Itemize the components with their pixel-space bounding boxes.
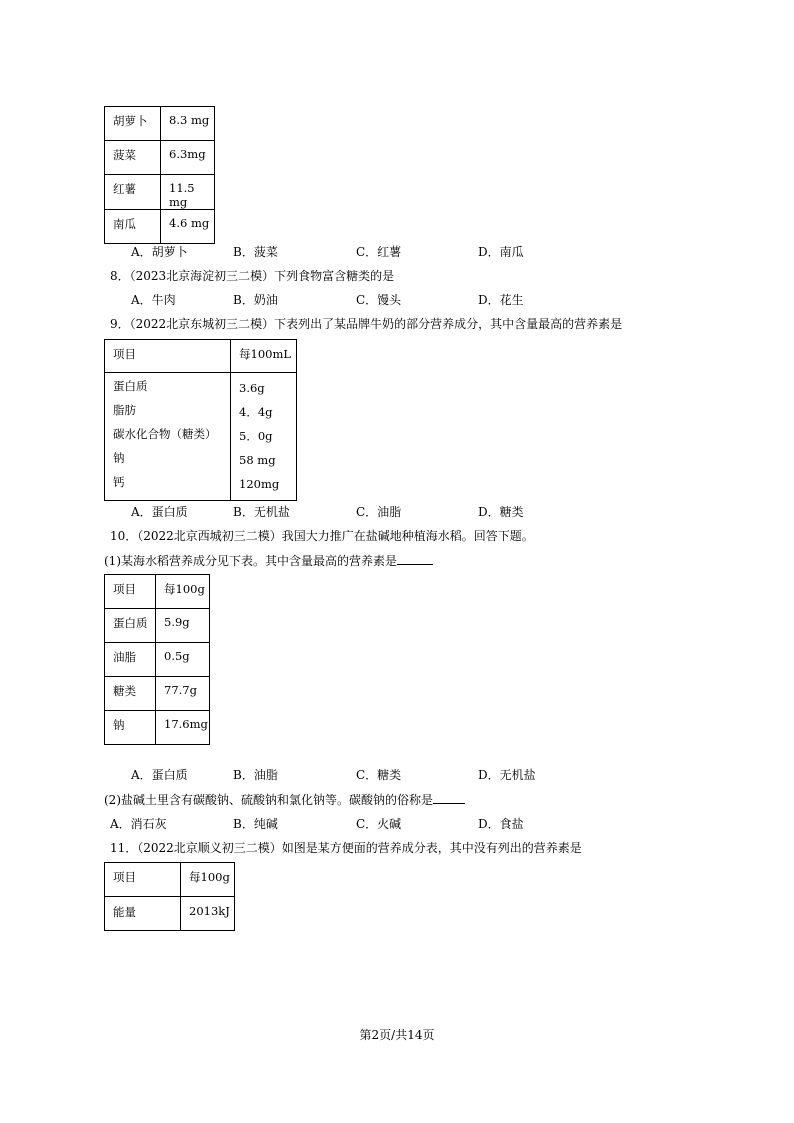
table-header-per: 每100g (156, 575, 210, 609)
option-c: C．红薯 (356, 245, 402, 259)
table-header-item: 项目 (105, 863, 181, 897)
option-a: A．蛋白质 (131, 505, 188, 519)
table-cell-value: 17.6mg (156, 711, 210, 745)
table-cell-value: 77.7g (156, 677, 210, 711)
option-c: C．糖类 (356, 768, 402, 782)
table-cell-value: 11.5 mg (161, 175, 215, 210)
rice-nutrition-table (104, 574, 210, 745)
table-cell-name: 菠菜 (105, 141, 161, 175)
nutrient-value: 58 mg (239, 453, 276, 467)
nutrient-value: 120mg (239, 477, 280, 491)
option-c: C．油脂 (356, 505, 402, 519)
table-cell-value: 8.3 mg (161, 107, 215, 141)
page-number: 第2页/共14页 (359, 1028, 435, 1042)
question-10-sub1 (104, 552, 433, 569)
question-10-sub2-text: (2)盐碱土里含有碳酸钠、硫酸钠和氯化钠等。碳酸钠的俗称是 (104, 793, 434, 807)
table-cell-name: 油脂 (105, 643, 156, 677)
nutrient-value: 3.6g (239, 381, 265, 395)
table-cell-name: 南瓜 (105, 210, 161, 244)
option-d: D．糖类 (478, 505, 524, 519)
option-b: B．菠菜 (233, 245, 278, 259)
option-b: B．纯碱 (233, 817, 278, 831)
nutrient-values-cell (231, 373, 297, 501)
table-cell-name: 钠 (105, 711, 156, 745)
question-10-sub1-text: (1)某海水稻营养成分见下表。其中含量最高的营养素是 (104, 554, 398, 568)
nutrient-value: 4．4g (239, 405, 273, 419)
table-header-item: 项目 (105, 340, 231, 373)
option-d: D．食盐 (478, 817, 524, 831)
table-cell-value: 4.6 mg (161, 210, 215, 244)
table-cell-name: 红薯 (105, 175, 161, 210)
table-cell-value: 5.9g (156, 609, 210, 643)
table-cell-name: 糖类 (105, 677, 156, 711)
option-d: D．无机盐 (478, 768, 536, 782)
table-header-per: 每100g (181, 863, 235, 897)
nutrient-name: 碳水化合物（糖类） (113, 427, 217, 441)
table-header-per: 每100mL (231, 340, 297, 373)
option-c: C．馒头 (356, 293, 402, 307)
question-10: 10．（2022北京西城初三二模）我国大力推广在盐碱地种植海水稻。回答下题。 (110, 529, 534, 543)
option-b: B．无机盐 (233, 505, 290, 519)
option-d: D．南瓜 (478, 245, 524, 259)
option-a: A．蛋白质 (131, 768, 188, 782)
answer-blank (433, 791, 465, 804)
option-a: A．牛肉 (131, 293, 176, 307)
vitamin-table (104, 106, 215, 244)
question-8: 8．（2023北京海淀初三二模）下列食物富含糖类的是 (110, 269, 395, 283)
answer-blank (397, 552, 433, 565)
table-cell-value: 6.3mg (161, 141, 215, 175)
option-b: B．奶油 (233, 293, 278, 307)
noodle-nutrition-table (104, 862, 235, 931)
nutrient-name: 钙 (113, 475, 125, 489)
option-a: A．消石灰 (110, 817, 167, 831)
table-cell-name: 能量 (105, 897, 181, 931)
option-b: B．油脂 (233, 768, 278, 782)
nutrient-name: 脂肪 (113, 403, 136, 417)
table-cell-name: 蛋白质 (105, 609, 156, 643)
option-d: D．花生 (478, 293, 524, 307)
nutrient-value: 5．0g (239, 429, 273, 443)
table-cell-name: 胡萝卜 (105, 107, 161, 141)
nutrient-names-cell (105, 373, 231, 501)
question-11: 11．（2022北京顺义初三二模）如图是某方便面的营养成分表，其中没有列出的营养素是 (110, 841, 582, 855)
milk-nutrition-table (104, 339, 297, 501)
nutrient-name: 蛋白质 (113, 379, 148, 393)
table-cell-value: 0.5g (156, 643, 210, 677)
option-a: A．胡萝卜 (131, 245, 188, 259)
nutrient-name: 钠 (113, 451, 125, 465)
option-c: C．火碱 (356, 817, 402, 831)
table-header-item: 项目 (105, 575, 156, 609)
question-9: 9．（2022北京东城初三二模）下表列出了某品牌牛奶的部分营养成分，其中含量最高的营养素是 (110, 317, 623, 331)
question-10-sub2 (104, 791, 465, 808)
table-cell-value: 2013kJ (181, 897, 235, 931)
